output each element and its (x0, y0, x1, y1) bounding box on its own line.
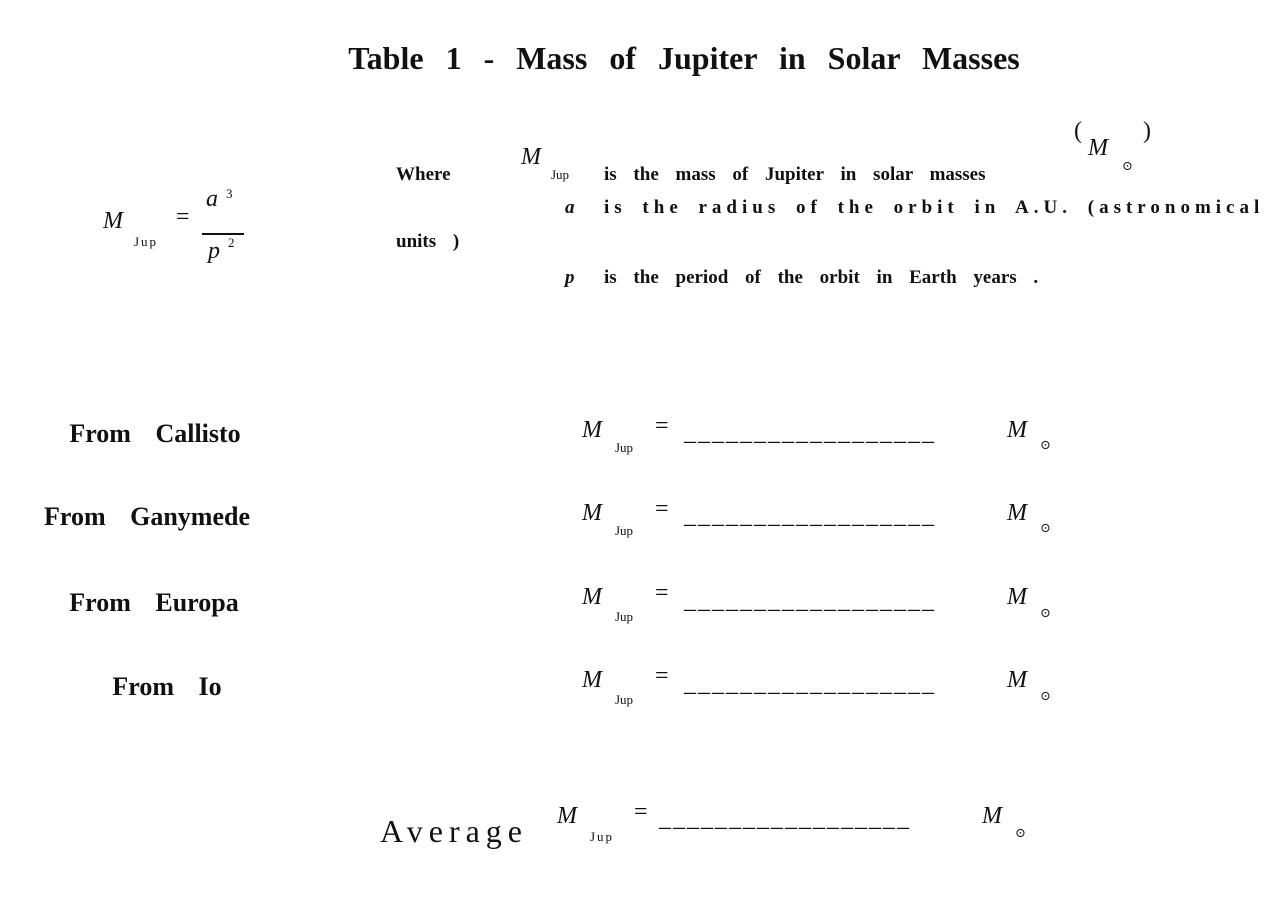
sun-icon: ⊙ (1040, 437, 1051, 452)
unit-symbol: M (1007, 584, 1027, 610)
row-subscript: Jup (615, 609, 634, 624)
solar-open-paren: ( (1074, 118, 1082, 144)
average-subscript: Jup (590, 829, 615, 844)
row-label: From Callisto (69, 419, 241, 448)
unit-symbol: M (1007, 667, 1027, 693)
formula-numerator-exponent: 3 (226, 186, 233, 201)
unit-symbol: M (1007, 417, 1027, 443)
page-title: Table 1 - Mass of Jupiter in Solar Masses (348, 40, 1020, 76)
sun-icon: ⊙ (1040, 688, 1051, 703)
average-unit-symbol: M (982, 803, 1002, 829)
unit-symbol: M (1007, 500, 1027, 526)
row-label: From Io (112, 672, 222, 701)
row-label: From Ganymede (44, 502, 250, 531)
fraction-bar (202, 233, 244, 235)
answer-blank[interactable]: __________________ (684, 503, 936, 529)
def-p-text: is the period of the orbit in Earth years . (604, 267, 1039, 288)
where-label: Where (396, 164, 451, 185)
solar-close-paren: ) (1143, 118, 1151, 144)
formula-denominator-exponent: 2 (228, 235, 235, 250)
row-label: From Europa (69, 588, 239, 617)
formula-numerator: a (206, 186, 218, 212)
solar-symbol: M (1088, 135, 1108, 161)
row-symbol: M (582, 500, 602, 526)
row-symbol: M (582, 584, 602, 610)
answer-blank[interactable]: __________________ (684, 671, 936, 697)
row-equals: = (655, 580, 669, 606)
answer-blank[interactable]: __________________ (684, 420, 936, 446)
sun-icon: ⊙ (1040, 605, 1051, 620)
average-answer-blank[interactable]: __________________ (659, 806, 911, 832)
row-symbol: M (582, 417, 602, 443)
def-m-symbol: M (521, 144, 541, 170)
row-subscript: Jup (615, 692, 634, 707)
def-p-symbol: p (565, 267, 575, 288)
row-equals: = (655, 496, 669, 522)
formula-lhs-symbol: M (103, 208, 123, 234)
def-a-text: is the radius of the orbit in A.U. (astronomical (604, 197, 1265, 218)
sun-icon: ⊙ (1015, 825, 1026, 840)
solar-subscript: ⊙ (1122, 158, 1133, 173)
formula-denominator: p (208, 238, 220, 264)
def-m-text: is the mass of Jupiter in solar masses (604, 164, 986, 185)
row-equals: = (655, 413, 669, 439)
sun-icon: ⊙ (1040, 520, 1051, 535)
formula-equals: = (176, 204, 190, 230)
row-equals: = (655, 663, 669, 689)
row-subscript: Jup (615, 440, 634, 455)
average-equals: = (634, 799, 648, 825)
average-label: Average (380, 813, 528, 849)
def-a-symbol: a (565, 197, 575, 218)
def-a-text-cont: units ) (396, 231, 460, 252)
average-symbol: M (557, 803, 577, 829)
formula-lhs-subscript: Jup (134, 234, 159, 249)
answer-blank[interactable]: __________________ (684, 588, 936, 614)
def-m-subscript: Jup (551, 167, 570, 182)
row-subscript: Jup (615, 523, 634, 538)
row-symbol: M (582, 667, 602, 693)
